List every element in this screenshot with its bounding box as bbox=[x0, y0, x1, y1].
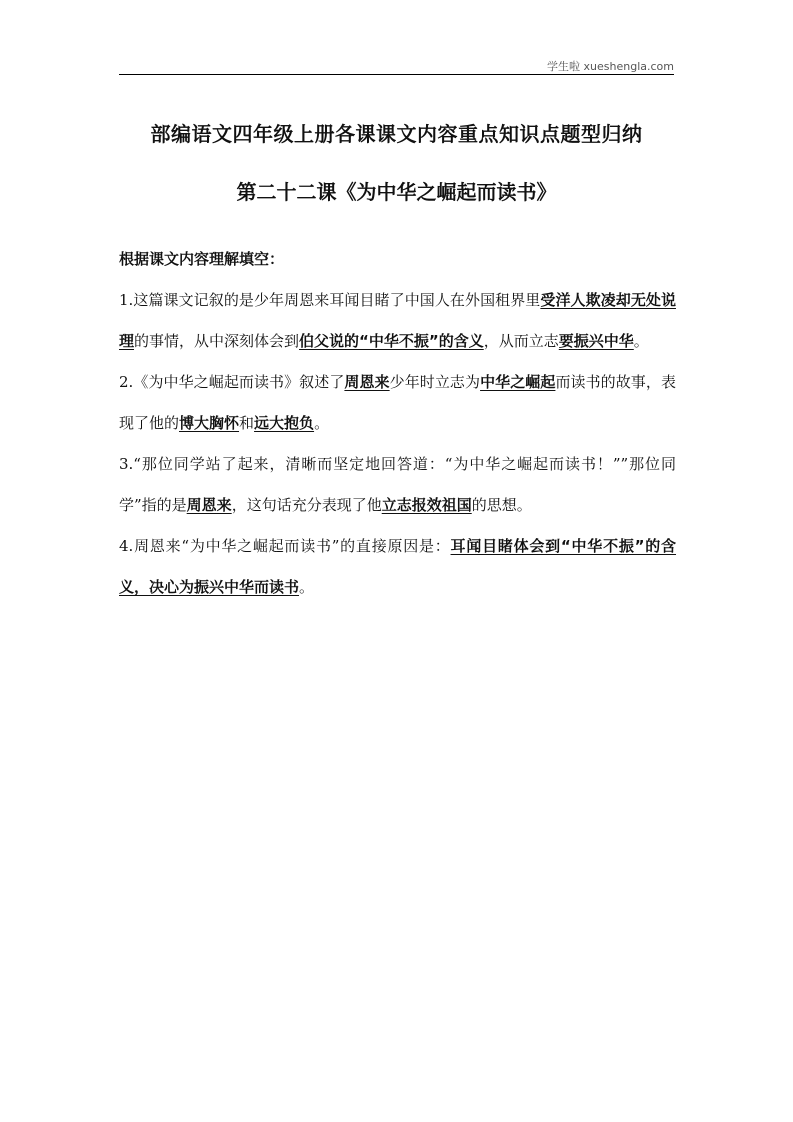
question-text: 而读书的故事，表现了他的 bbox=[119, 373, 676, 432]
question-3 bbox=[119, 444, 676, 526]
section-heading: 根据课文内容理解填空： bbox=[119, 250, 285, 268]
answer-blank: 周恩来 bbox=[344, 373, 390, 391]
answer-blank: 中华之崛起 bbox=[480, 373, 556, 391]
answer-blank: 受洋人欺凌却无处说理 bbox=[119, 291, 676, 350]
question-text: 1.这篇课文记叙的是少年周恩来耳闻目睹了中国人在外国租界里 bbox=[119, 291, 541, 309]
question-text: 4.周恩来“为中华之崛起而读书”的直接原因是： bbox=[119, 537, 451, 555]
question-text: 的思想。 bbox=[471, 496, 532, 514]
question-text: 。 bbox=[299, 578, 315, 596]
answer-blank: 要振兴中华 bbox=[558, 332, 634, 350]
answer-blank: 远大抱负 bbox=[254, 414, 315, 432]
question-text: 和 bbox=[239, 414, 255, 432]
answer-blank: 耳闻目睹体会到“中华不振”的含义，决心为振兴中华而读书 bbox=[119, 537, 677, 596]
question-4 bbox=[119, 526, 676, 608]
question-1 bbox=[119, 280, 676, 362]
page-header bbox=[119, 52, 674, 75]
question-text: 少年时立志为 bbox=[389, 373, 481, 391]
question-text: 的事情，从中深刻体会到 bbox=[134, 332, 300, 350]
document-title: 部编语文四年级上册各课课文内容重点知识点题型归纳 bbox=[150, 122, 643, 146]
question-text: 3.“那位同学站了起来，清晰而坚定地回答道：“为中华之崛起而读书！””那位同学”指的是 bbox=[119, 455, 676, 514]
answer-blank: 周恩来 bbox=[186, 496, 232, 514]
question-text: 。 bbox=[633, 332, 649, 350]
site-label: 学生啦 xueshengla.com bbox=[547, 60, 674, 73]
question-text: 2.《为中华之崛起而读书》叙述了 bbox=[119, 373, 345, 391]
answer-blank: 博大胸怀 bbox=[179, 414, 240, 432]
question-text: 。 bbox=[314, 414, 330, 432]
lesson-title: 第二十二课《为中华之崛起而读书》 bbox=[236, 180, 557, 204]
question-text: ，这句话充分表现了他 bbox=[231, 496, 382, 514]
question-text: ，从而立志 bbox=[483, 332, 559, 350]
question-list bbox=[119, 280, 676, 608]
answer-blank: 立志报效祖国 bbox=[381, 496, 472, 514]
question-2 bbox=[119, 362, 676, 444]
answer-blank: 伯父说的“中华不振”的含义 bbox=[299, 332, 484, 350]
